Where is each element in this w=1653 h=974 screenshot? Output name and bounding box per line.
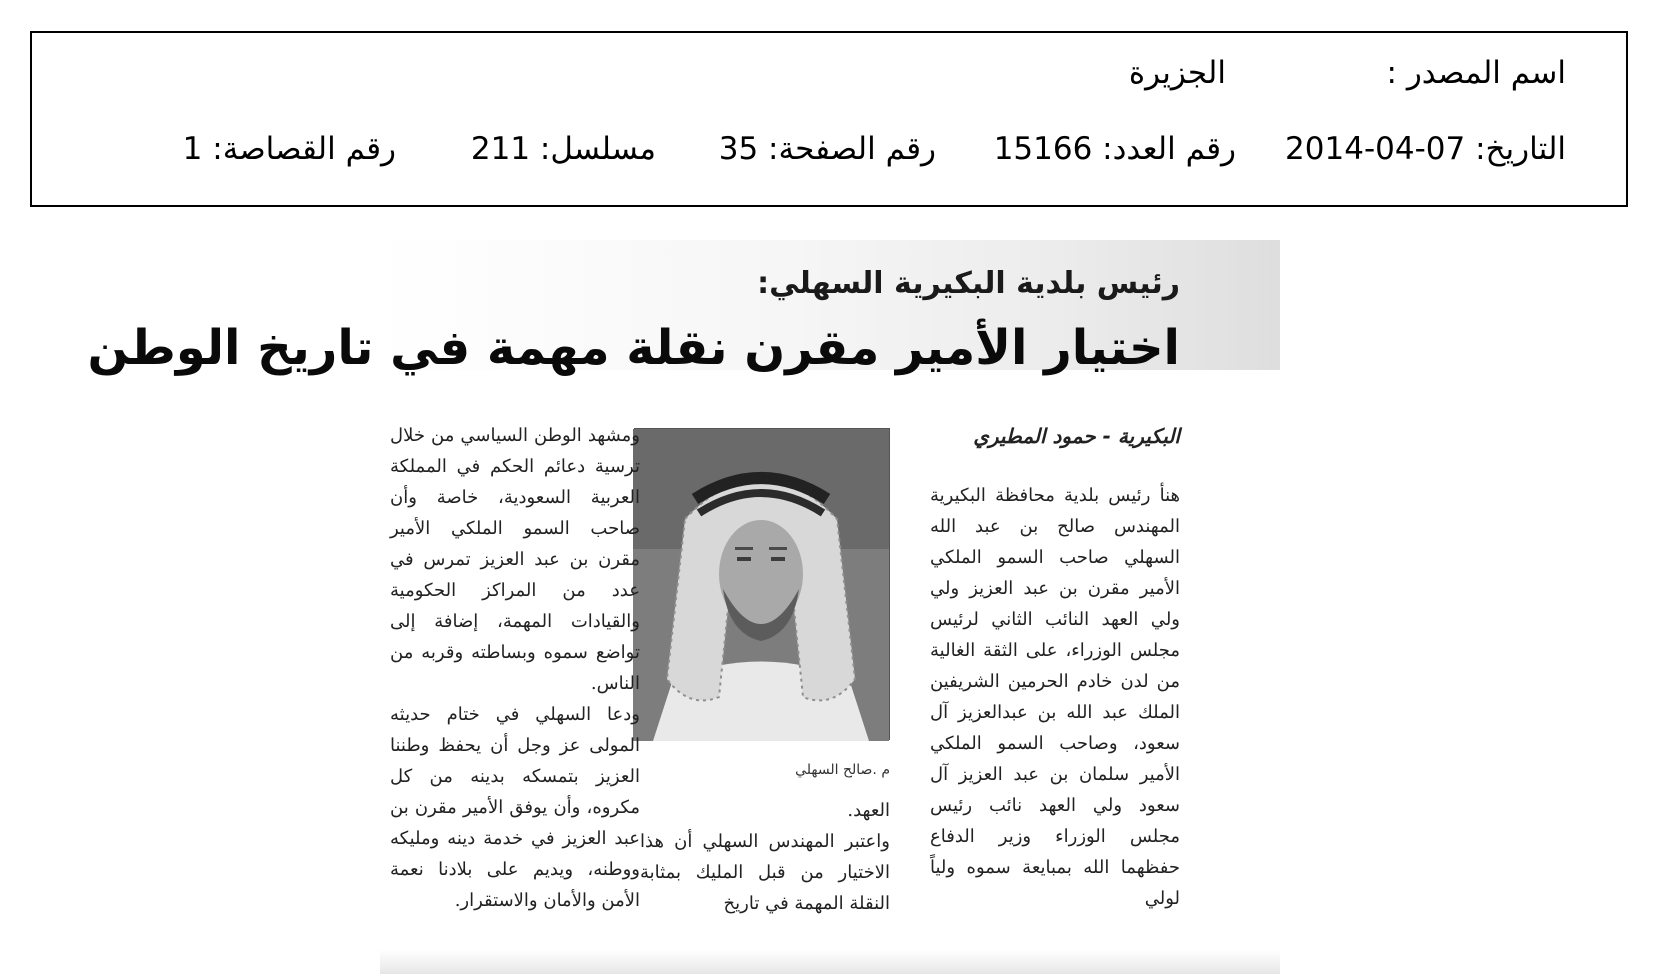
portrait-image: [633, 429, 889, 741]
source-info-box: [30, 31, 1628, 207]
photo-caption: م .صالح السهلي: [795, 762, 890, 778]
paragraph: ومشهد الوطن السياسي من خلال ترسية دعائم الحكم في المملكة العربية السعودية، خاصة وأن صاحب السمو الملكي الأمير مقرن بن عبد العزيز تمرس في عدد من المراكز الحكومية والقيادات المهمة، إضافة إلى تواضع سموه وبساطته وقربه من الناس.: [390, 425, 640, 694]
paragraph: واعتبر المهندس السهلي أن هذا الاختيار من قبل المليك بمثابة النقلة المهمة في تاريخ: [640, 831, 890, 914]
date-field: التاريخ: 07-04-2014: [1285, 131, 1566, 167]
newspaper-clipping: [87, 240, 1280, 974]
paragraph: ودعا السهلي في ختام حديثه المولى عز وجل أن يحفظ وطننا العزيز بتمسكه بدينه من كل مكروه، وأن يوفق الأمير مقرن بن عبد العزيز في خدمة دينه ومليكه ووطنه، ويديم على بلادنا نعمة الأمن والأمان والاستقرار.: [390, 704, 640, 911]
article-column-left: [390, 420, 640, 916]
article-column-middle: [640, 795, 890, 919]
scan-shading-bottom: [380, 950, 1280, 974]
clipping-number-field: رقم القصاصة: 1: [182, 131, 396, 167]
portrait-photo: [634, 428, 890, 740]
source-label: اسم المصدر :: [1386, 55, 1566, 91]
page-number-field: رقم الصفحة: 35: [718, 131, 936, 167]
article-kicker: رئيس بلدية البكيرية السهلي:: [757, 266, 1180, 301]
article-column-right: [930, 480, 1180, 914]
article-byline: البكيرية - حمود المطيري: [973, 424, 1180, 448]
source-value: الجزيرة: [1128, 55, 1226, 91]
paragraph: هنأ رئيس بلدية محافظة البكيرية المهندس صالح بن عبد الله السهلي صاحب السمو الملكي الأمير مقرن بن عبد العزيز ولي ولي العهد النائب الثاني لرئيس مجلس الوزراء، على الثقة الغالية من لدن خادم الحرمين الشريفين الملك عبد الله بن عبدالعزيز آل سعود، وصاحب السمو الملكي الأمير سلمان بن عبد العزيز آل سعود ولي العهد نائب رئيس مجلس الوزراء وزير الدفاع حفظهما الله بمبايعة سموه ولياً لولي: [930, 485, 1180, 909]
issue-number-field: رقم العدد: 15166: [993, 131, 1236, 167]
serial-number-field: مسلسل: 211: [470, 131, 656, 167]
paragraph: العهد.: [847, 800, 890, 821]
article-headline: اختيار الأمير مقرن نقلة مهمة في تاريخ الوطن: [87, 320, 1180, 376]
